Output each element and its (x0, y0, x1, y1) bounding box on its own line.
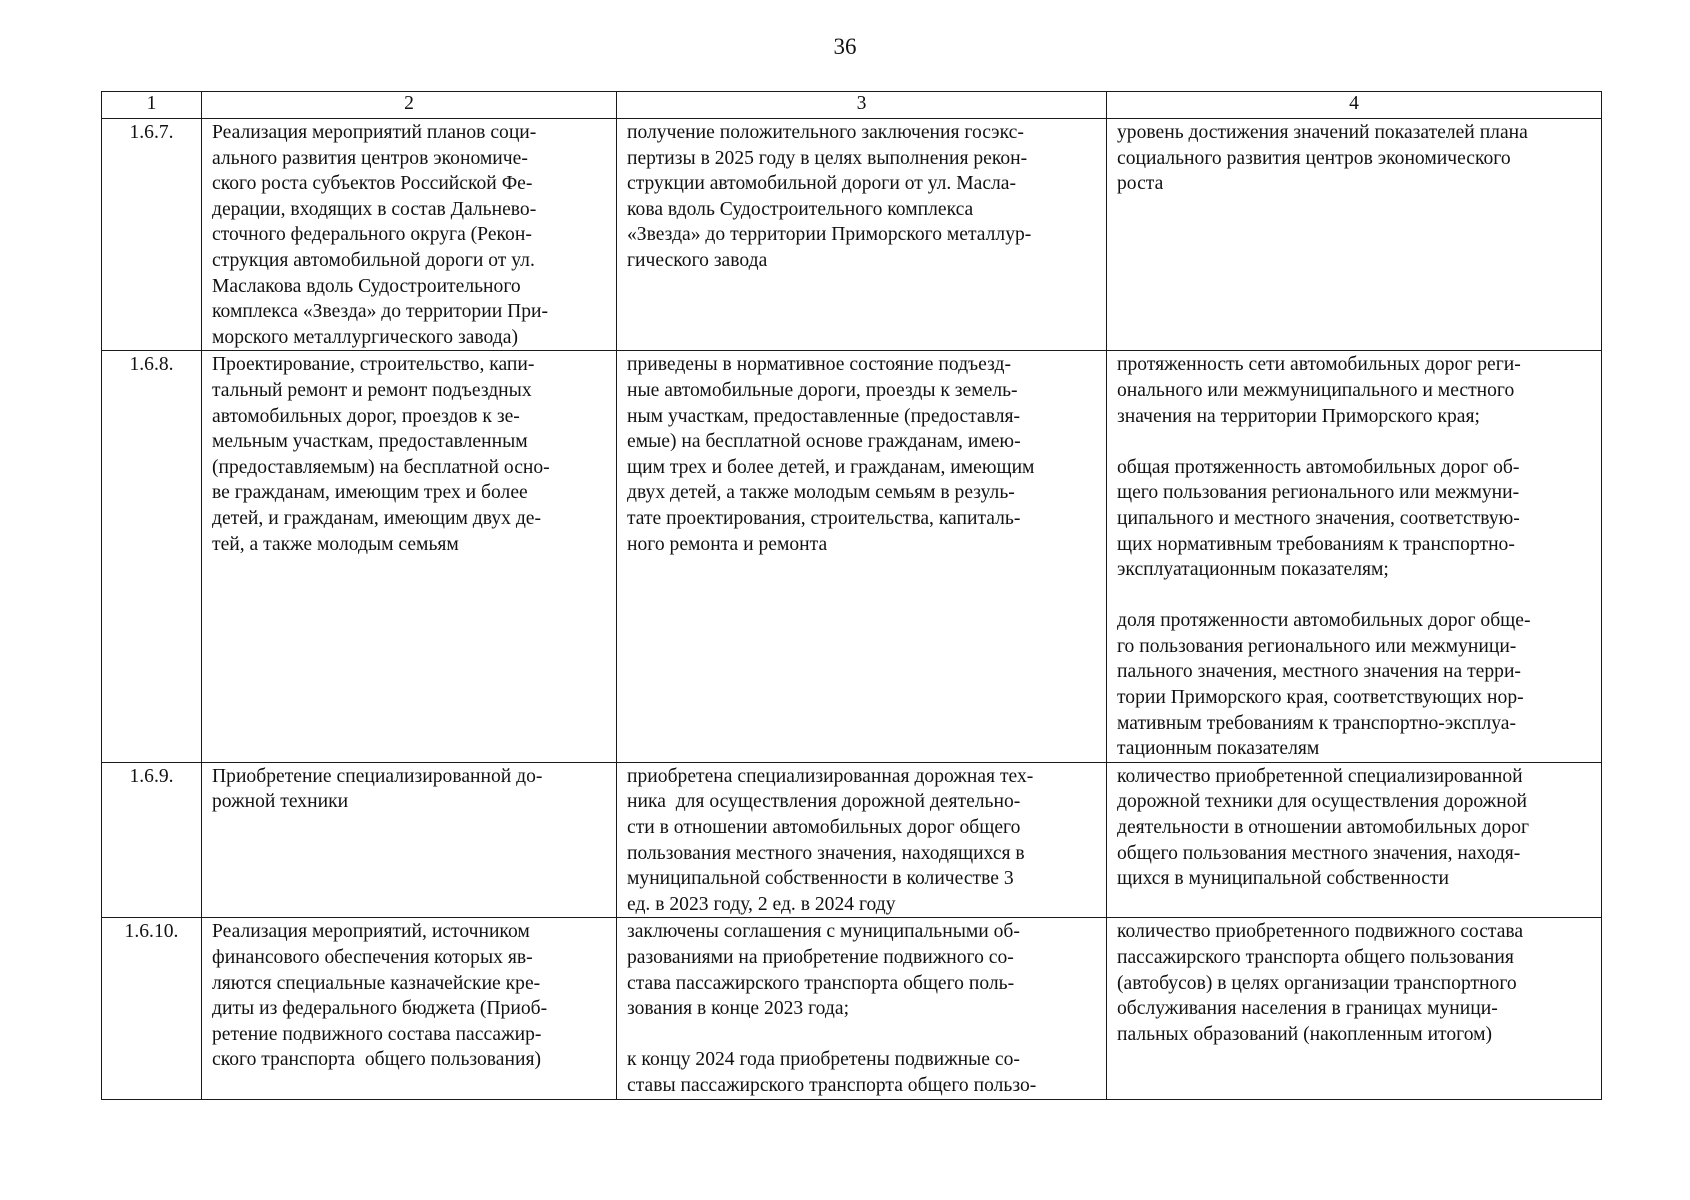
indicator-cell (1107, 918, 1602, 1100)
row-number: 1.6.7. (102, 119, 202, 351)
data-table (101, 91, 1602, 1100)
cell-paragraph: Реализация мероприятий, источником финансового обеспечения которых яв- ляются специальные казначейские кре- диты из федерального бюджета (Приоб- ретение подвижного состава пассажир- ского транспорта общего пользования) (212, 921, 548, 1071)
column-header: 4 (1107, 92, 1602, 119)
cell-paragraph: получение положительного заключения госэкс- пертизы в 2025 году в целях выполнения рекон- струкции автомобильной дороги от ул. Масла- кова вдоль Судостроительного комплекса «Звезда» до территории Приморского металлур- гического завода (627, 122, 1032, 271)
table-row (102, 762, 1602, 918)
indicator-cell (1107, 762, 1602, 918)
result-cell (617, 918, 1107, 1100)
cell-paragraph: количество приобретенной специализированной дорожной техники для осуществления дорожной деятельности в отношении автомобильных дорог общего пользования местного значения, находя- щихся в муниципальной собственности (1117, 765, 1530, 890)
cell-paragraph: протяженность сети автомобильных дорог реги- онального или межмуниципального и местного значения на территории Приморского края; (1117, 354, 1521, 427)
indicator-cell (1107, 119, 1602, 351)
table-row (102, 351, 1602, 763)
activity-cell (202, 762, 617, 918)
activity-cell (202, 351, 617, 763)
cell-paragraph: приведены в нормативное состояние подъезд- ные автомобильные дороги, проезды к земель- ным участкам, предоставленные (предоставля- емые) на бесплатной основе гражданам, имею- щим трех и более детей, и гражданам, имеющим двух детей, а также молодым семьям в резуль- тате проектирования, строительства, капиталь- ного ремонта и ремонта (627, 354, 1035, 555)
cell-paragraph: приобретена специализированная дорожная тех- ника для осуществления дорожной деятельно- сти в отношении автомобильных дорог общего пользования местного значения, находящихся в муниципальной собственности в количестве 3 ед. в 2023 году, 2 ед. в 2024 году (627, 765, 1034, 915)
row-number: 1.6.9. (102, 762, 202, 918)
column-header: 3 (617, 92, 1107, 119)
column-header: 1 (102, 92, 202, 119)
row-number: 1.6.10. (102, 918, 202, 1100)
result-cell (617, 351, 1107, 763)
cell-paragraph: к концу 2024 года приобретены подвижные со- ставы пассажирского транспорта общего пользо- (627, 1049, 1037, 1096)
cell-paragraph: Реализация мероприятий планов соци- ального развития центров экономиче- ского роста субъектов Российской Фе- дерации, входящих в состав Дальнево- сточного федерального округа (Рекон- струкция автомобильной дороги от ул. Маслакова вдоль Судостроительного комплекса «Звезда» до территории При- морского металлургического завода) (212, 122, 549, 348)
cell-paragraph: количество приобретенного подвижного состава пассажирского транспорта общего пользования (автобусов) в целях организации транспортного обслуживания населения в границах муници- пальных образований (накопленным итогом) (1117, 921, 1524, 1045)
cell-paragraph: доля протяженности автомобильных дорог обще- го пользования регионального или межмуници- пального значения, местного значения на терри- тории Приморского края, соответствующих нор- мативным требованиям к транспортно-эксплуа- тационным показателям (1117, 610, 1531, 760)
table-row (102, 918, 1602, 1100)
table-row (102, 119, 1602, 351)
indicator-cell (1107, 351, 1602, 763)
cell-paragraph: общая протяженность автомобильных дорог об- щего пользования регионального или межмуни- ципального и местного значения, соответствую- щих нормативным требованиям к транспортно- эксплуатационным показателям; (1117, 456, 1520, 581)
column-header: 2 (202, 92, 617, 119)
table-header-row (102, 92, 1602, 119)
cell-paragraph: Проектирование, строительство, капи- тальный ремонт и ремонт подъездных автомобильных дорог, проездов к зе- мельным участкам, предоставленным (предоставляемым) на бесплатной осно- ве гражданам, имеющим трех и более детей, и гражданам, имеющим двух де- тей, а также молодым семьям (212, 354, 550, 555)
row-number: 1.6.8. (102, 351, 202, 763)
cell-paragraph: Приобретение специализированной до- рожной техники (212, 765, 543, 813)
page-number: 36 (833, 34, 857, 59)
result-cell (617, 119, 1107, 351)
cell-paragraph: заключены соглашения с муниципальными об- разованиями на приобретение подвижного со- става пассажирского транспорта общего поль- зования в конце 2023 года; (627, 921, 1020, 1020)
activity-cell (202, 119, 617, 351)
cell-paragraph: уровень достижения значений показателей плана социального развития центров экономического роста (1117, 122, 1528, 195)
result-cell (617, 762, 1107, 918)
activity-cell (202, 918, 617, 1100)
